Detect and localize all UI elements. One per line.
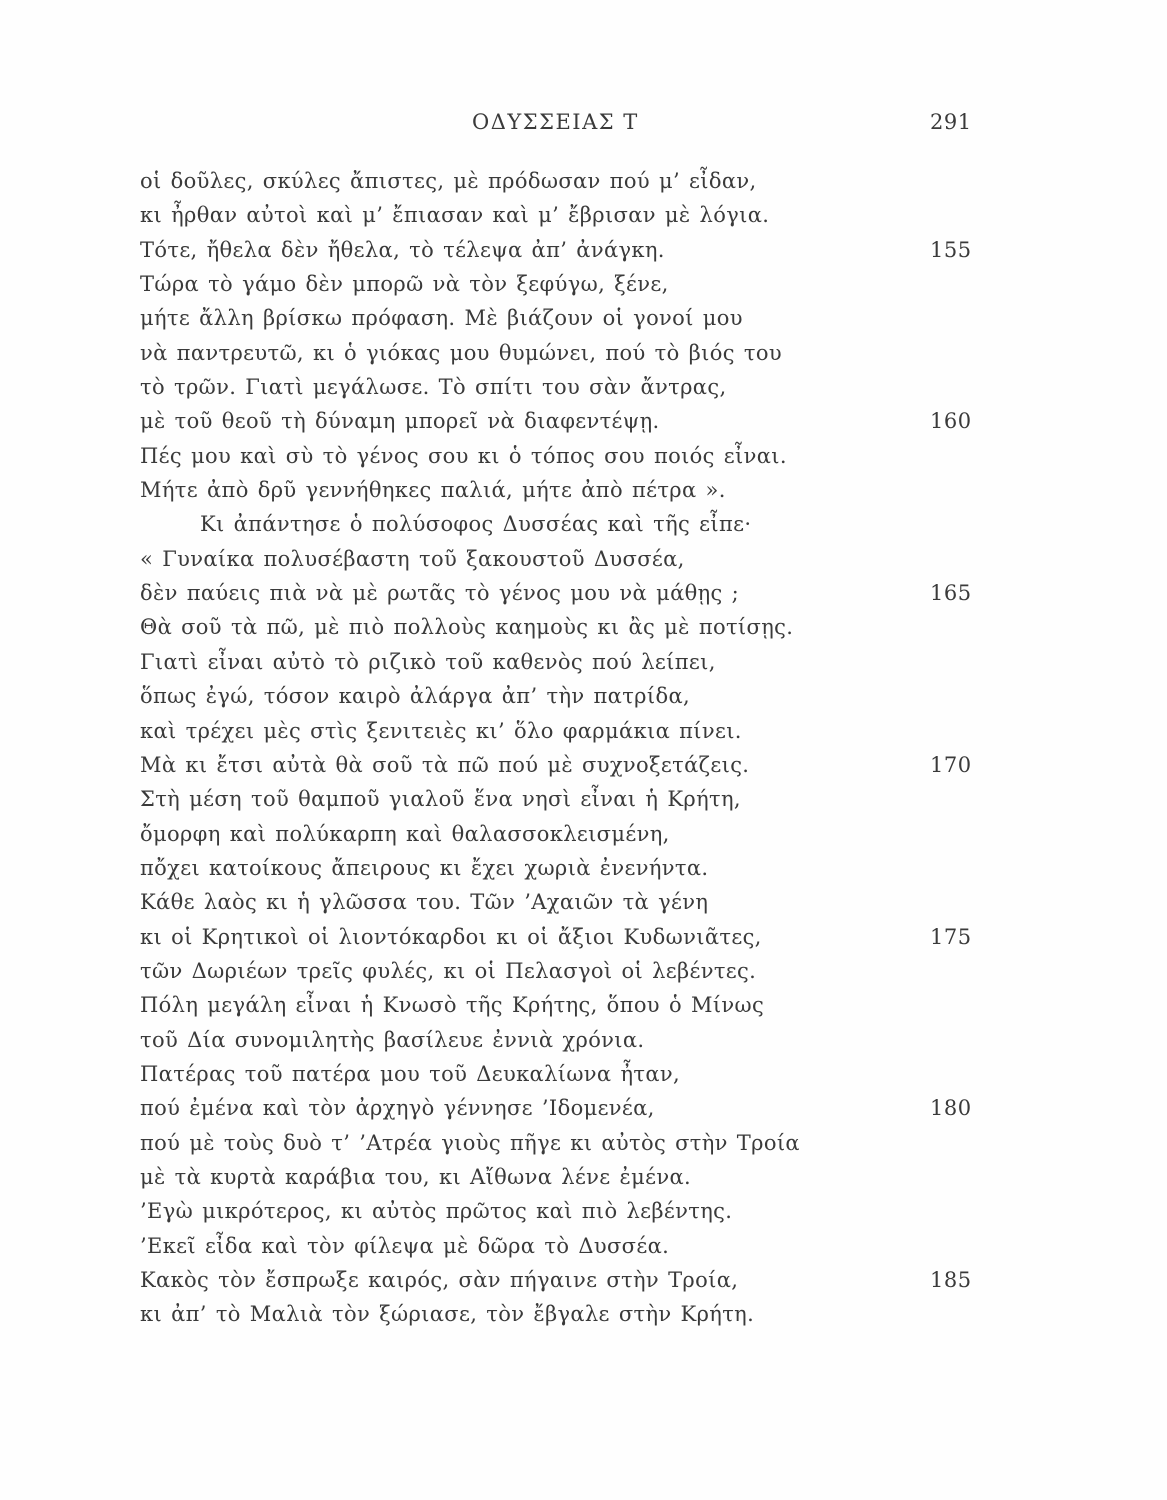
verse-text: Κακὸς τὸν ἔσπρωξε καιρός, σὰν πήγαινε στὴν Τροία, [140, 1268, 739, 1292]
verse-line [140, 301, 1000, 335]
line-number: 170 [930, 752, 972, 777]
line-number: 185 [930, 1268, 972, 1292]
verse-text: Μήτε ἀπὸ δρῦ γεννήθηκες παλιά, μήτε ἀπὸ πέτρα ». [140, 478, 726, 503]
verse-text: Στὴ μέση τοῦ θαμποῦ γιαλοῦ ἕνα νησὶ εἶναι ἡ Κρήτη, [140, 787, 741, 812]
verse-line [140, 1194, 1000, 1228]
verse-line [140, 336, 1000, 370]
page-number: 291 [930, 110, 972, 134]
verse-line [140, 610, 1000, 644]
verse-line [140, 507, 1000, 541]
verse-text: πού ἐμένα καὶ τὸν ἀρχηγὸ γέννησε ’Ιδομενέα, [140, 1096, 655, 1121]
verse-text: ’Εγὼ μικρότερος, κι αὐτὸς πρῶτος καὶ πιὸ λεβέντης. [140, 1199, 733, 1224]
verse-line [140, 1126, 1000, 1160]
line-number: 165 [930, 581, 972, 606]
verse-text: κι οἱ Κρητικοὶ οἱ λιοντόκαρδοι κι οἱ ἄξιοι Κυδωνιᾶτες, [140, 924, 762, 949]
verse-text: Πόλη μεγάλη εἶναι ἡ Κνωσὸ τῆς Κρήτης, ὅπου ὁ Μίνως [140, 993, 765, 1018]
verse-line [140, 576, 1000, 610]
poem-text [140, 164, 1000, 1332]
verse-text: ὅπως ἐγώ, τόσον καιρὸ ἀλάργα ἀπ’ τὴν πατρίδα, [140, 684, 691, 709]
verse-line [140, 817, 1000, 851]
verse-line [140, 164, 1000, 198]
verse-text: οἱ δοῦλες, σκύλες ἄπιστες, μὲ πρόδωσαν πού μ’ εἶδαν, [140, 169, 757, 193]
verse-text: Κάθε λαὸς κι ἡ γλῶσσα του. Τῶν ’Αχαιῶν τὰ γένη [140, 890, 709, 915]
verse-text: Μὰ κι ἔτσι αὐτὰ θὰ σοῦ τὰ πῶ πού μὲ συχνοξετάζεις. [140, 752, 750, 777]
verse-text: δὲν παύεις πιὰ νὰ μὲ ρωτᾶς τὸ γένος μου νὰ μάθῃς ; [140, 581, 740, 606]
verse-text: « Γυναίκα πολυσέβαστη τοῦ ξακουστοῦ Δυσσέα, [140, 546, 685, 571]
verse-line [140, 645, 1000, 679]
verse-text: μὲ τοῦ θεοῦ τὴ δύναμη μπορεῖ νὰ διαφεντέψῃ. [140, 409, 660, 434]
verse-text: Κι ἀπάντησε ὁ πολύσοφος Δυσσέας καὶ τῆς εἶπε· [200, 512, 752, 537]
verse-line [140, 851, 1000, 885]
verse-line [140, 679, 1000, 713]
verse-text: ὄμορφη καὶ πολύκαρπη καὶ θαλασσοκλεισμένη, [140, 821, 670, 846]
verse-text: ’Εκεῖ εἶδα καὶ τὸν φίλεψα μὲ δῶρα τὸ Δυσσέα. [140, 1233, 670, 1258]
verse-text: Τώρα τὸ γάμο δὲν μπορῶ νὰ τὸν ξεφύγω, ξένε, [140, 272, 669, 297]
verse-line [140, 370, 1000, 404]
verse-line [140, 473, 1000, 507]
verse-text: κι ἀπ’ τὸ Μαλιὰ τὸν ξώριασε, τὸν ἔβγαλε στὴν Κρήτη. [140, 1302, 755, 1327]
verse-text: Πατέρας τοῦ πατέρα μου τοῦ Δευκαλίωνα ἦταν, [140, 1061, 681, 1086]
verse-line [140, 439, 1000, 473]
verse-line [140, 988, 1000, 1022]
verse-line [140, 233, 1000, 267]
verse-text: πού μὲ τοὺς δυὸ τ’ ’Ατρέα γιοὺς πῆγε κι αὐτὸς στὴν Τροία [140, 1130, 800, 1155]
line-number: 180 [930, 1096, 972, 1121]
verse-text: μὲ τὰ κυρτὰ καράβια του, κι Αἴθωνα λένε ἐμένα. [140, 1164, 692, 1189]
verse-text: καὶ τρέχει μὲς στὶς ξενιτειὲς κι’ ὅλο φαρμάκια πίνει. [140, 718, 742, 743]
verse-line [140, 1263, 1000, 1297]
verse-text: τῶν Δωριέων τρεῖς φυλές, κι οἱ Πελασγοὶ οἱ λεβέντες. [140, 958, 757, 983]
verse-text: Θὰ σοῦ τὰ πῶ, μὲ πιὸ πολλοὺς καημοὺς κι ἂς μὲ ποτίσῃς. [140, 615, 794, 640]
verse-line [140, 782, 1000, 816]
verse-line [140, 748, 1000, 782]
running-head [0, 110, 1167, 140]
verse-text: Πές μου καὶ σὺ τὸ γένος σου κι ὁ τόπος σου ποιός εἶναι. [140, 443, 787, 468]
verse-line [140, 1057, 1000, 1091]
verse-line [140, 542, 1000, 576]
verse-line [140, 1160, 1000, 1194]
verse-line [140, 1297, 1000, 1331]
verse-line [140, 714, 1000, 748]
verse-line [140, 198, 1000, 232]
verse-line [140, 1229, 1000, 1263]
verse-text: πὄχει κατοίκους ἄπειρους κι ἔχει χωριὰ ἐνενήντα. [140, 855, 709, 880]
running-head-title: ΟΔΥΣΣΕΙΑΣ Τ [472, 110, 639, 134]
verse-line [140, 920, 1000, 954]
verse-text: τοῦ Δία συνομιλητὴς βασίλευε ἐννιὰ χρόνια. [140, 1027, 645, 1052]
verse-text: κι ἦρθαν αὐτοὶ καὶ μ’ ἔπιασαν καὶ μ’ ἔβρισαν μὲ λόγια. [140, 203, 770, 228]
verse-line [140, 1023, 1000, 1057]
verse-line [140, 1091, 1000, 1125]
verse-line [140, 267, 1000, 301]
verse-text: Γιατὶ εἶναι αὐτὸ τὸ ριζικὸ τοῦ καθενὸς πού λείπει, [140, 649, 716, 674]
verse-text: Τότε, ἤθελα δὲν ἤθελα, τὸ τέλεψα ἀπ’ ἀνάγκη. [140, 237, 665, 262]
verse-text: μήτε ἄλλη βρίσκω πρόφαση. Μὲ βιάζουν οἱ γονοί μου [140, 306, 743, 331]
verse-line [140, 954, 1000, 988]
line-number: 160 [930, 409, 972, 434]
verse-line [140, 885, 1000, 919]
verse-line [140, 404, 1000, 438]
verse-text: τὸ τρῶν. Γιατὶ μεγάλωσε. Τὸ σπίτι του σὰν ἄντρας, [140, 375, 727, 400]
verse-text: νὰ παντρευτῶ, κι ὁ γιόκας μου θυμώνει, πού τὸ βιός του [140, 340, 782, 365]
line-number: 155 [930, 237, 972, 262]
line-number: 175 [930, 924, 972, 949]
